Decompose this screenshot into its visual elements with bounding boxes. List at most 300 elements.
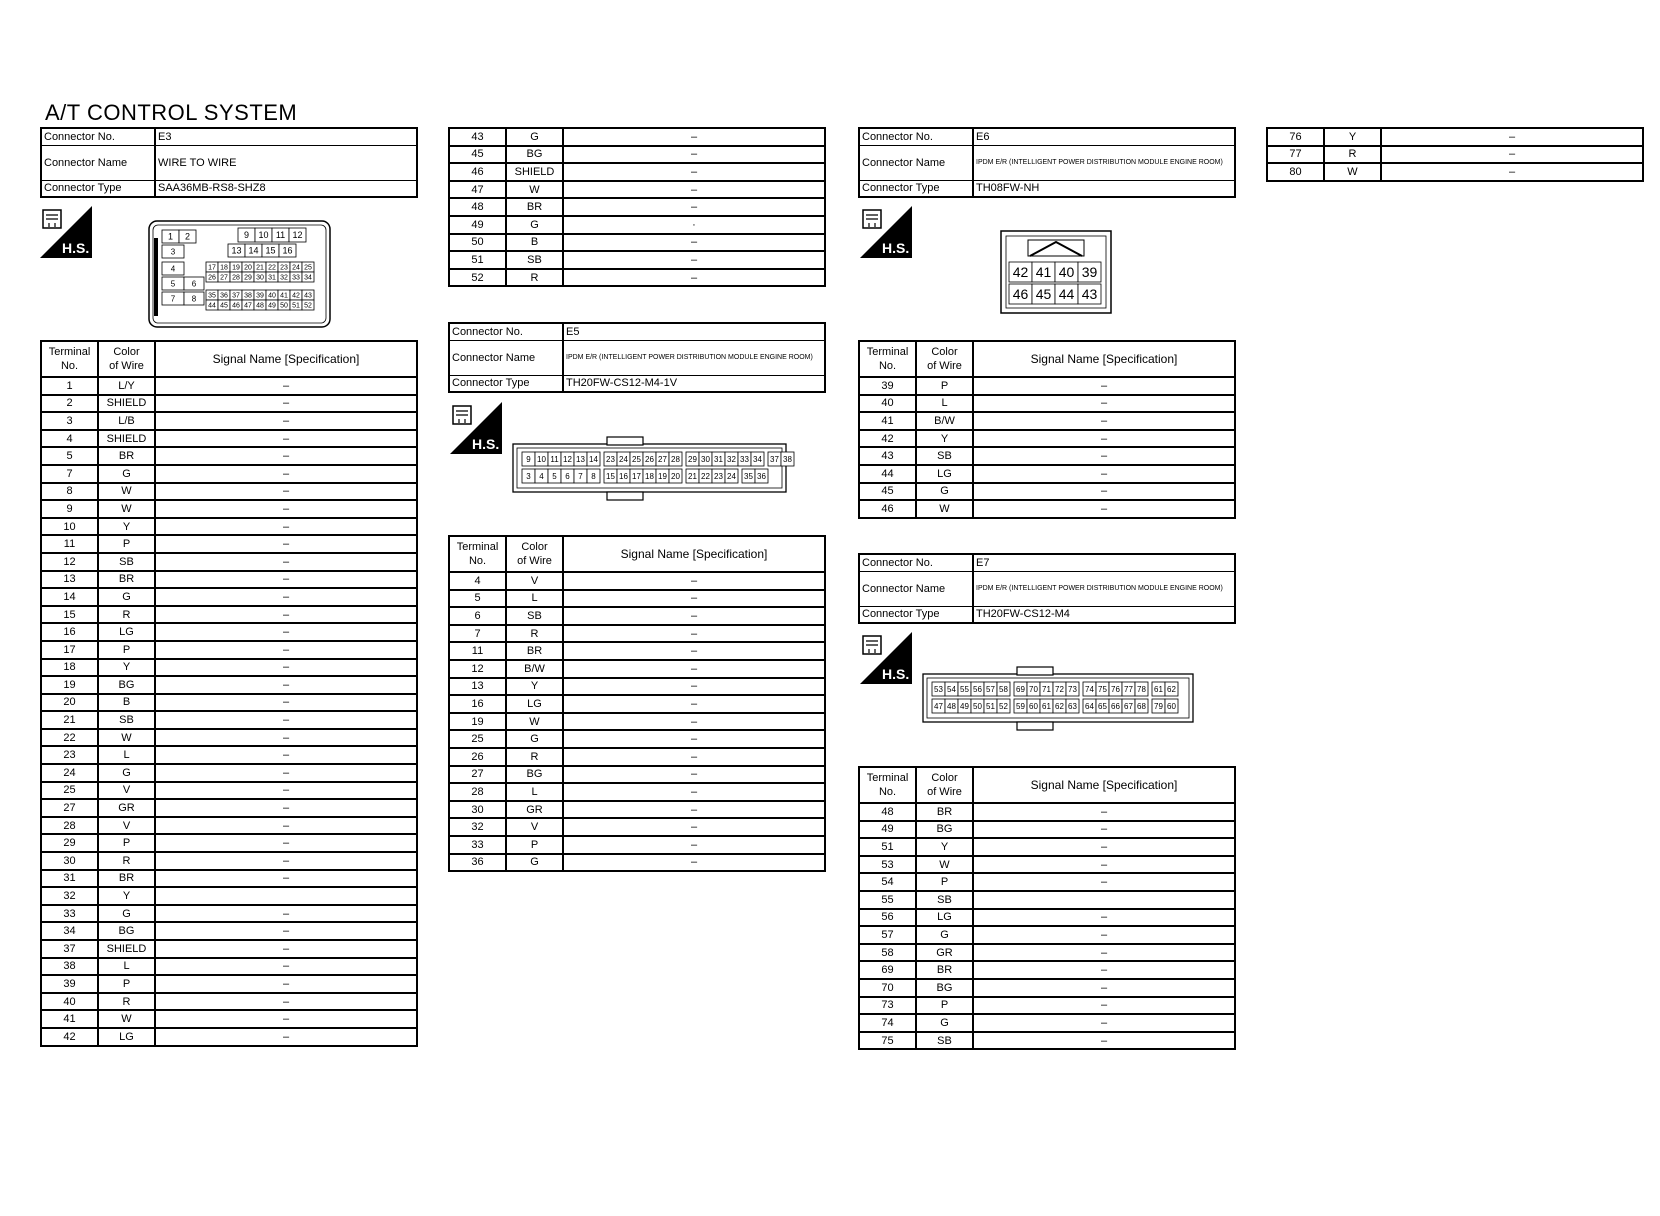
table-row	[859, 412, 1235, 430]
connector-no-label: Connector No.	[449, 323, 563, 340]
e3-continued-table	[448, 127, 826, 287]
signal-name-cell: –	[973, 997, 1235, 1015]
pin-number: 23	[714, 471, 723, 481]
harness-side-icon	[450, 402, 502, 454]
terminal-no-cell: 15	[41, 606, 98, 624]
pin-number: 13	[576, 454, 585, 464]
table-row	[41, 500, 417, 518]
signal-name-cell: –	[973, 803, 1235, 821]
signal-name-cell: –	[155, 782, 417, 800]
table-row	[859, 1032, 1235, 1050]
pin-number: 60	[1167, 701, 1176, 711]
wire-color-cell: G	[98, 764, 155, 782]
pin-number: 20	[244, 264, 252, 272]
wire-color-cell: L/B	[98, 412, 155, 430]
wire-color-cell: BG	[916, 821, 973, 839]
table-row	[41, 852, 417, 870]
pin-number: 36	[757, 471, 766, 481]
signal-name-cell: –	[155, 1010, 417, 1028]
pin-number: 29	[688, 454, 697, 464]
terminal-no-cell: 55	[859, 891, 916, 909]
terminal-no-cell: 19	[41, 676, 98, 694]
connector-no-label: Connector No.	[41, 128, 155, 145]
connector-latch	[1017, 722, 1053, 730]
e6-connector-no: E6	[973, 128, 1235, 145]
wire-color-cell: BR	[98, 571, 155, 589]
terminal-no-cell: 21	[41, 711, 98, 729]
terminal-no-cell: 36	[449, 854, 506, 872]
terminal-no-cell: 20	[41, 694, 98, 712]
signal-name-cell: –	[155, 641, 417, 659]
terminal-no-cell: 47	[449, 181, 506, 199]
terminal-no-cell: 3	[41, 412, 98, 430]
terminal-no-cell: 44	[859, 465, 916, 483]
terminal-no-cell: 4	[449, 572, 506, 590]
e5-connector-no: E5	[563, 323, 825, 340]
wire-color-cell: BR	[98, 870, 155, 888]
wire-color-cell: BR	[916, 961, 973, 979]
table-row	[41, 817, 417, 835]
terminal-no-cell: 56	[859, 909, 916, 927]
terminal-no-cell: 30	[449, 801, 506, 819]
terminal-no-cell: 77	[1267, 146, 1324, 164]
table-row	[41, 377, 417, 395]
pin-number: 56	[973, 684, 982, 694]
wire-color-cell: SB	[98, 553, 155, 571]
signal-name-cell: –	[973, 979, 1235, 997]
e6-connector-diagram	[1000, 230, 1112, 314]
pin-number: 32	[727, 454, 736, 464]
pin-number: 12	[292, 230, 303, 241]
connector-latch	[607, 492, 643, 500]
table-row	[41, 694, 417, 712]
pin-number: 19	[232, 264, 240, 272]
connector-name-label: Connector Name	[859, 145, 973, 180]
wire-color-cell: LG	[916, 909, 973, 927]
wire-color-cell: P	[98, 535, 155, 553]
pin-number: 51	[292, 302, 300, 310]
wire-color-cell: BR	[98, 447, 155, 465]
table-row	[41, 746, 417, 764]
table-row	[41, 834, 417, 852]
pin-number: 67	[1124, 701, 1133, 711]
table-row	[449, 198, 825, 216]
wire-color-cell: G	[506, 854, 563, 872]
terminal-no-cell: 12	[449, 660, 506, 678]
table-row	[449, 181, 825, 199]
pin-number: 24	[727, 471, 736, 481]
harness-side-icon	[860, 206, 912, 258]
table-row	[41, 922, 417, 940]
connector-type-label: Connector Type	[859, 606, 973, 623]
e7-connector-type: TH20FW-CS12-M4	[973, 606, 1235, 623]
wire-color-cell: W	[916, 500, 973, 518]
pin-number: 42	[1012, 263, 1029, 280]
svg-text:H.S.: H.S.	[62, 240, 90, 256]
table-row	[41, 711, 417, 729]
connector-housing	[513, 444, 786, 492]
signal-name-cell: –	[563, 783, 825, 801]
e7-continued-table	[1266, 127, 1644, 182]
pin-number: 37	[770, 454, 779, 464]
table-row	[859, 395, 1235, 413]
terminal-no-cell: 57	[859, 926, 916, 944]
pin-number: 1	[167, 231, 174, 242]
table-row	[859, 838, 1235, 856]
wire-color-cell: W	[506, 713, 563, 731]
pin-number: 14	[248, 245, 259, 256]
pin-number: 47	[244, 302, 252, 310]
terminal-no-cell: 19	[449, 713, 506, 731]
pin-number: 79	[1154, 701, 1163, 711]
pin-number: 23	[606, 454, 615, 464]
pin-number: 27	[658, 454, 667, 464]
e6-header	[858, 127, 1236, 198]
signal-name-cell: –	[563, 234, 825, 252]
table-row	[449, 713, 825, 731]
pin-number: 68	[1137, 701, 1146, 711]
pin-number: 52	[304, 302, 312, 310]
pin-number: 25	[304, 264, 312, 272]
table-row	[449, 607, 825, 625]
terminal-no-cell: 39	[41, 975, 98, 993]
terminal-no-cell: 69	[859, 961, 916, 979]
pin-number: 52	[999, 701, 1008, 711]
pin-number: 13	[231, 245, 242, 256]
signal-name-cell: –	[973, 1014, 1235, 1032]
signal-name-cell: –	[155, 799, 417, 817]
table-row	[41, 905, 417, 923]
pin-number: 18	[220, 264, 228, 272]
table-row	[859, 873, 1235, 891]
signal-name-cell: –	[973, 909, 1235, 927]
pin-number: 41	[280, 292, 288, 300]
table-row	[859, 465, 1235, 483]
table-row	[859, 1014, 1235, 1032]
pin-number: 12	[563, 454, 572, 464]
pin-number: 26	[645, 454, 654, 464]
signal-name-cell: –	[563, 695, 825, 713]
wire-color-cell: P	[916, 997, 973, 1015]
table-row	[449, 766, 825, 784]
signal-name-cell: –	[563, 607, 825, 625]
table-row	[41, 395, 417, 413]
terminal-no-cell: 1	[41, 377, 98, 395]
signal-name-cell: –	[563, 801, 825, 819]
terminal-no-cell: 58	[859, 944, 916, 962]
table-row	[859, 891, 1235, 909]
connector-housing	[923, 674, 1193, 722]
e5-terminal-table	[448, 535, 826, 872]
terminal-no-cell: 8	[41, 483, 98, 501]
pin-number: 31	[268, 274, 276, 282]
signal-name-cell: –	[1381, 163, 1643, 181]
table-row	[41, 799, 417, 817]
pin-number: 9	[243, 230, 250, 241]
pin-number: 15	[265, 245, 276, 256]
signal-name-cell: –	[563, 730, 825, 748]
connector-name-label: Connector Name	[859, 571, 973, 606]
table-row	[859, 821, 1235, 839]
connector-latch	[607, 437, 643, 445]
pin-number: 39	[256, 292, 264, 300]
table-header-row	[449, 536, 825, 572]
table-row	[449, 854, 825, 872]
signal-name-cell: –	[155, 1028, 417, 1046]
wire-color-cell: BG	[506, 146, 563, 164]
terminal-no-cell: 4	[41, 430, 98, 448]
wire-color-cell: L	[916, 395, 973, 413]
signal-name-cell: –	[155, 465, 417, 483]
wire-color-cell: G	[916, 483, 973, 501]
wire-color-cell: W	[1324, 163, 1381, 181]
pin-number: 74	[1085, 684, 1094, 694]
pin-number: 8	[591, 471, 596, 481]
pin-number: 29	[244, 274, 252, 282]
table-row	[41, 588, 417, 606]
signal-name-cell: –	[155, 905, 417, 923]
terminal-no-cell: 74	[859, 1014, 916, 1032]
signal-name-cell: –	[563, 572, 825, 590]
table-row	[449, 572, 825, 590]
table-row	[449, 590, 825, 608]
pin-number: 65	[1098, 701, 1107, 711]
terminal-no-cell: 54	[859, 873, 916, 891]
terminal-no-cell: 80	[1267, 163, 1324, 181]
pin-number: 26	[208, 274, 216, 282]
table-row	[449, 146, 825, 164]
pin-number: 31	[714, 454, 723, 464]
wire-color-cell: B/W	[916, 412, 973, 430]
wire-color-cell: P	[916, 377, 973, 395]
table-row	[859, 979, 1235, 997]
pin-number: 57	[986, 684, 995, 694]
pin-number: 21	[688, 471, 697, 481]
terminal-no-cell: 22	[41, 729, 98, 747]
table-row	[449, 216, 825, 234]
terminal-no-cell: 50	[449, 234, 506, 252]
pin-number: 37	[232, 292, 240, 300]
pin-number: 76	[1111, 684, 1120, 694]
wire-color-cell: SB	[916, 1032, 973, 1050]
e3-connector-no: E3	[155, 128, 417, 145]
terminal-no-cell: 51	[859, 838, 916, 856]
table-row	[41, 623, 417, 641]
e5-header	[448, 322, 826, 393]
e7-header	[858, 553, 1236, 624]
signal-name-cell: –	[155, 729, 417, 747]
table-row	[449, 730, 825, 748]
svg-text:H.S.: H.S.	[472, 436, 500, 452]
terminal-no-cell: 13	[449, 678, 506, 696]
signal-name-cell: –	[563, 713, 825, 731]
e6-connector-name: IPDM E/R (INTELLIGENT POWER DISTRIBUTION MODULE ENGINE ROOM)	[973, 145, 1235, 180]
signal-name-cell: –	[563, 818, 825, 836]
terminal-no-cell: 24	[41, 764, 98, 782]
color-of-wire-header: Color of Wire	[98, 341, 155, 377]
table-row	[449, 748, 825, 766]
table-row	[41, 430, 417, 448]
wire-color-cell: B	[506, 234, 563, 252]
table-row	[1267, 128, 1643, 146]
signal-name-cell: –	[563, 181, 825, 199]
wire-color-cell: SHIELD	[98, 940, 155, 958]
pin-number: 22	[701, 471, 710, 481]
table-row	[41, 606, 417, 624]
wire-color-cell: W	[98, 500, 155, 518]
table-row	[41, 782, 417, 800]
signal-name-cell: –	[973, 412, 1235, 430]
terminal-no-cell: 11	[449, 642, 506, 660]
table-row	[41, 958, 417, 976]
wire-color-cell: P	[98, 834, 155, 852]
pin-number: 43	[1081, 285, 1098, 302]
pin-number: 5	[552, 471, 557, 481]
wire-color-cell: SHIELD	[506, 163, 563, 181]
table-header-row	[859, 341, 1235, 377]
pin-number: 73	[1068, 684, 1077, 694]
table-row	[859, 909, 1235, 927]
terminal-no-cell: 38	[41, 958, 98, 976]
terminal-no-cell: 40	[41, 993, 98, 1011]
table-row	[41, 1028, 417, 1046]
pin-number: 19	[658, 471, 667, 481]
table-row	[41, 676, 417, 694]
signal-name-cell: –	[155, 659, 417, 677]
signal-name-cell: –	[563, 251, 825, 269]
pin-number: 8	[191, 294, 197, 304]
table-row	[449, 163, 825, 181]
signal-name-cell: –	[973, 1032, 1235, 1050]
table-row	[859, 997, 1235, 1015]
connector-no-label: Connector No.	[859, 554, 973, 571]
pin-number: 75	[1098, 684, 1107, 694]
wire-color-cell: W	[98, 1010, 155, 1028]
pin-number: 46	[232, 302, 240, 310]
signal-name-cell: –	[155, 975, 417, 993]
e3-connector-name: WIRE TO WIRE	[155, 145, 417, 180]
signal-name-cell: –	[973, 926, 1235, 944]
terminal-no-cell: 49	[859, 821, 916, 839]
pin-number: 6	[191, 279, 197, 289]
wire-color-cell: LG	[916, 465, 973, 483]
table-row	[41, 887, 417, 905]
signal-name-cell: –	[563, 625, 825, 643]
wire-color-cell: SB	[916, 891, 973, 909]
connector-latch	[154, 238, 158, 316]
pin-number: 6	[565, 471, 570, 481]
wire-color-cell: BR	[916, 803, 973, 821]
connector-latch	[1017, 667, 1053, 675]
svg-text:H.S.: H.S.	[882, 666, 910, 682]
table-row	[449, 783, 825, 801]
table-row	[859, 377, 1235, 395]
wire-color-cell: SB	[506, 251, 563, 269]
signal-name-cell: –	[155, 958, 417, 976]
table-header-row	[41, 341, 417, 377]
table-row	[449, 818, 825, 836]
pin-number: 25	[632, 454, 641, 464]
pin-number: 44	[208, 302, 216, 310]
terminal-no-cell: 37	[41, 940, 98, 958]
terminal-no-cell: 25	[449, 730, 506, 748]
table-row	[859, 926, 1235, 944]
signal-name-cell: –	[155, 412, 417, 430]
table-row	[1267, 146, 1643, 164]
terminal-no-cell: 45	[859, 483, 916, 501]
terminal-no-cell: 53	[859, 856, 916, 874]
table-row	[41, 483, 417, 501]
table-row	[41, 659, 417, 677]
pin-number: 41	[1035, 263, 1052, 280]
pin-number: 45	[220, 302, 228, 310]
terminal-no-cell: 27	[449, 766, 506, 784]
signal-name-cell: –	[155, 746, 417, 764]
signal-name-cell: –	[155, 870, 417, 888]
signal-name-cell: –	[973, 430, 1235, 448]
terminal-no-cell: 28	[41, 817, 98, 835]
pin-number: 17	[632, 471, 641, 481]
e5-connector-diagram	[512, 436, 792, 500]
terminal-no-header: Terminal No.	[859, 341, 916, 377]
terminal-no-cell: 51	[449, 251, 506, 269]
pin-number: 63	[1068, 701, 1077, 711]
pin-number: 42	[292, 292, 300, 300]
signal-name-cell: –	[563, 836, 825, 854]
signal-name-cell: –	[155, 377, 417, 395]
wire-color-cell: B	[98, 694, 155, 712]
table-row	[859, 500, 1235, 518]
pin-number: 46	[1012, 285, 1029, 302]
table-row	[41, 571, 417, 589]
terminal-no-cell: 30	[41, 852, 98, 870]
pin-number: 71	[1042, 684, 1051, 694]
table-row	[449, 234, 825, 252]
table-row	[41, 641, 417, 659]
table-row	[41, 535, 417, 553]
terminal-no-cell: 29	[41, 834, 98, 852]
wire-color-cell: GR	[98, 799, 155, 817]
pin-number: 51	[986, 701, 995, 711]
wire-color-cell: SHIELD	[98, 430, 155, 448]
wire-color-cell: G	[98, 905, 155, 923]
wire-color-cell: G	[98, 588, 155, 606]
table-row	[41, 465, 417, 483]
pin-number: 43	[304, 292, 312, 300]
table-row	[449, 642, 825, 660]
wire-color-cell: R	[98, 993, 155, 1011]
terminal-no-cell: 16	[41, 623, 98, 641]
terminal-no-cell: 42	[859, 430, 916, 448]
signal-name-cell: –	[155, 993, 417, 1011]
pin-number: 4	[170, 264, 176, 274]
pin-number: 20	[671, 471, 680, 481]
terminal-no-cell: 43	[859, 447, 916, 465]
table-row	[449, 801, 825, 819]
signal-name-cell: –	[973, 465, 1235, 483]
wire-color-cell: W	[916, 856, 973, 874]
table-row	[859, 944, 1235, 962]
signal-name-cell: –	[973, 483, 1235, 501]
terminal-no-cell: 27	[41, 799, 98, 817]
connector-type-label: Connector Type	[859, 180, 973, 197]
wire-color-cell: P	[98, 975, 155, 993]
wire-color-cell: V	[506, 572, 563, 590]
table-row	[859, 430, 1235, 448]
e6-terminal-table	[858, 340, 1236, 519]
signal-name-cell: –	[973, 395, 1235, 413]
pin-number: 16	[619, 471, 628, 481]
